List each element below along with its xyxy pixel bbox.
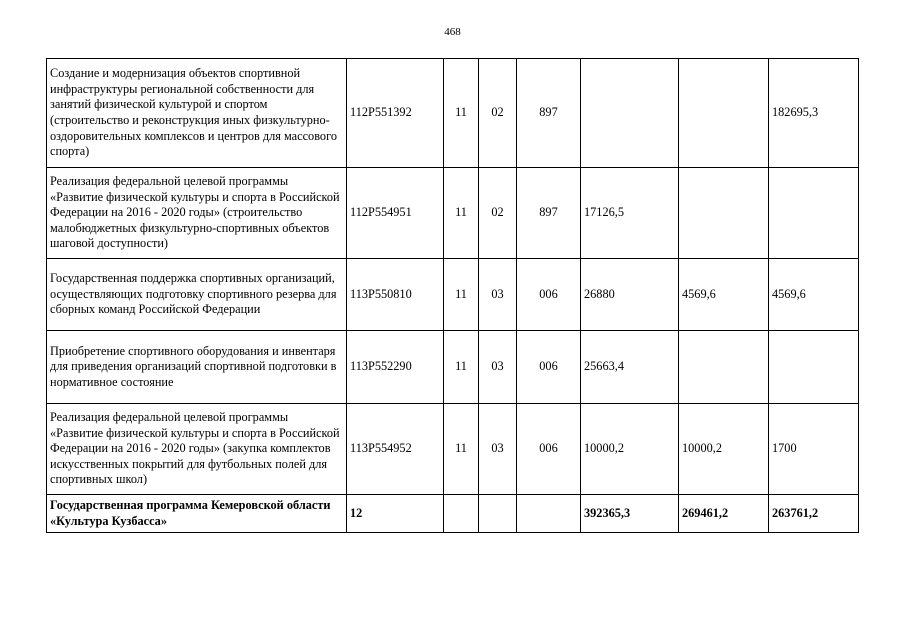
subsection-code: 03 — [479, 404, 517, 495]
amount-year-1: 17126,5 — [581, 168, 679, 259]
expense-type-code — [517, 495, 581, 533]
subsection-code — [479, 495, 517, 533]
amount-year-2: 4569,6 — [679, 259, 769, 331]
section-code: 11 — [444, 259, 479, 331]
total-amount-year-3: 263761,2 — [769, 495, 859, 533]
table-row — [47, 59, 859, 168]
table-row — [47, 331, 859, 404]
amount-year-2 — [679, 59, 769, 168]
row-name: Приобретение спортивного оборудования и инвентаря для приведения организаций спортивной подготовки в нормативное состояние — [47, 331, 347, 404]
total-program-code: 12 — [347, 495, 444, 533]
amount-year-2: 10000,2 — [679, 404, 769, 495]
table-row — [47, 404, 859, 495]
section-code: 11 — [444, 331, 479, 404]
page-number: 468 — [444, 26, 461, 38]
total-amount-year-2: 269461,2 — [679, 495, 769, 533]
expense-type-code: 897 — [517, 168, 581, 259]
total-program-name: Государственная программа Кемеровской области «Культура Кузбасса» — [47, 495, 347, 533]
row-name: Реализация федеральной целевой программы «Развитие физической культуры и спорта в Российской Федерации на 2016 - 2020 годы» (строительство малобюджетных физкультурно-спортивных объектов шаговой доступности) — [47, 168, 347, 259]
section-code — [444, 495, 479, 533]
row-name: Государственная поддержка спортивных организаций, осуществляющих подготовку спортивного резерва для сборных команд Российской Федерации — [47, 259, 347, 331]
expense-type-code: 006 — [517, 259, 581, 331]
budget-table — [46, 58, 859, 533]
row-name: Реализация федеральной целевой программы «Развитие физической культуры и спорта в Российской Федерации на 2016 - 2020 годы» (закупка комплектов искусственных покрытий для футбольных полей для спортивных школ) — [47, 404, 347, 495]
amount-year-1: 25663,4 — [581, 331, 679, 404]
subsection-code: 02 — [479, 59, 517, 168]
target-article-code: 112P551392 — [347, 59, 444, 168]
row-name: Создание и модернизация объектов спортивной инфраструктуры региональной собственности для занятий физической культурой и спортом (строительство и реконструкция иных физкультурно-оздоровительных комплексов и центров для массового спорта) — [47, 59, 347, 168]
amount-year-1: 10000,2 — [581, 404, 679, 495]
total-row — [47, 495, 859, 533]
amount-year-1 — [581, 59, 679, 168]
amount-year-3 — [769, 168, 859, 259]
section-code: 11 — [444, 59, 479, 168]
table-row — [47, 259, 859, 331]
total-amount-year-1: 392365,3 — [581, 495, 679, 533]
expense-type-code: 006 — [517, 404, 581, 495]
target-article-code: 113P554952 — [347, 404, 444, 495]
amount-year-3: 182695,3 — [769, 59, 859, 168]
section-code: 11 — [444, 168, 479, 259]
subsection-code: 03 — [479, 331, 517, 404]
subsection-code: 02 — [479, 168, 517, 259]
amount-year-2 — [679, 168, 769, 259]
target-article-code: 113P550810 — [347, 259, 444, 331]
table-row — [47, 168, 859, 259]
amount-year-3 — [769, 331, 859, 404]
expense-type-code: 897 — [517, 59, 581, 168]
amount-year-3: 1700 — [769, 404, 859, 495]
expense-type-code: 006 — [517, 331, 581, 404]
amount-year-3: 4569,6 — [769, 259, 859, 331]
section-code: 11 — [444, 404, 479, 495]
amount-year-2 — [679, 331, 769, 404]
subsection-code: 03 — [479, 259, 517, 331]
amount-year-1: 26880 — [581, 259, 679, 331]
target-article-code: 113P552290 — [347, 331, 444, 404]
target-article-code: 112P554951 — [347, 168, 444, 259]
